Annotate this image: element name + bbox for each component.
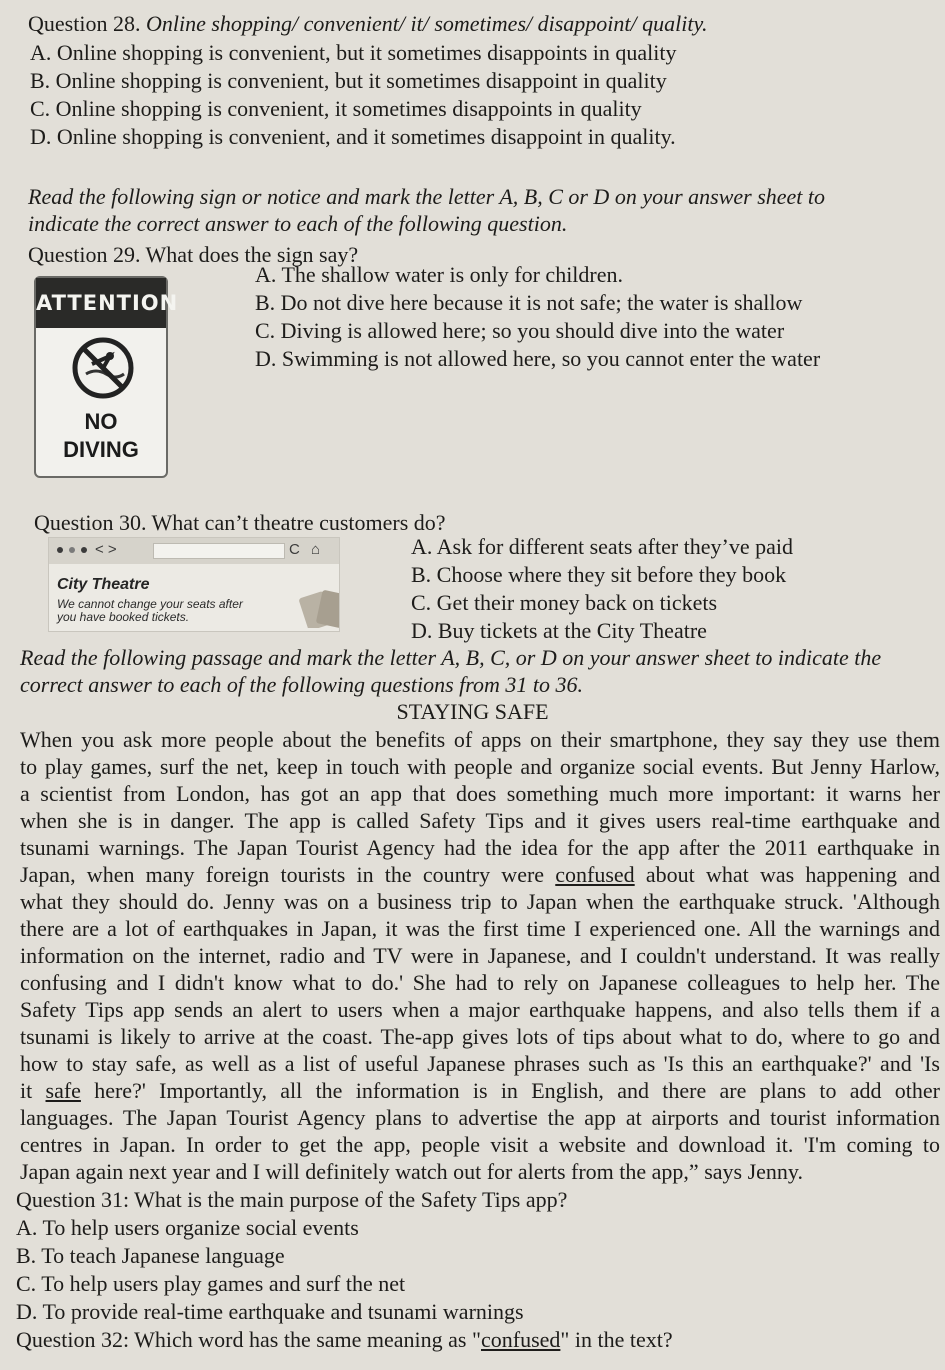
passage-text: here?' Importantly, all the information is in English, and there are plans to add other	[80, 1078, 940, 1103]
passage-line: what they should do. Jenny was on a business trip to Japan when the earthquake struck. 'Although	[20, 889, 940, 914]
home-icon: ⌂	[311, 541, 321, 558]
q28-prompt	[28, 11, 708, 37]
passage-line: confusing and I didn't know what to do.' She had to rely on Japanese colleagues to help her. The	[20, 970, 940, 995]
no-diving-icon	[66, 334, 140, 402]
q30-option-b: B. Choose where they sit before they book	[411, 562, 787, 587]
q28-option-c: C. Online shopping is convenient, it sometimes disappoints in quality	[30, 96, 642, 121]
passage-line: tsunami warnings. The Japan Tourist Agency had the idea for the app after the 2011 earthquake in	[20, 835, 940, 860]
sign-line-diving: DIVING	[63, 437, 139, 462]
underlined-word-safe: safe	[45, 1078, 81, 1103]
q32-text: Question 32: Which word has the same meaning as "	[16, 1327, 481, 1352]
q29-option-d: D. Swimming is not allowed here, so you cannot enter the water	[255, 346, 821, 371]
window-dot-icon	[81, 547, 87, 553]
address-bar	[153, 543, 285, 559]
q29-option-c: C. Diving is allowed here; so you should dive into the water	[255, 318, 785, 343]
q29-option-a: A. The shallow water is only for children.	[255, 262, 624, 287]
window-dot-icon	[69, 547, 75, 553]
q31-option-b: B. To teach Japanese language	[16, 1243, 285, 1268]
q30-option-a: A. Ask for different seats after they’ve paid	[411, 534, 794, 559]
passage-line: Safety Tips app sends an alert to users when a major earthquake happens, and also tells them if a	[20, 997, 940, 1022]
q28-option-d: D. Online shopping is convenient, and it sometimes disappoint in quality.	[30, 124, 676, 149]
instructions-passage-line1: Read the following passage and mark the letter A, B, C, or D on your answer sheet to indicate the	[20, 645, 882, 670]
tickets-icon	[299, 588, 340, 628]
instructions-passage-line2: correct answer to each of the following questions from 31 to 36.	[20, 672, 583, 697]
q31-option-c: C. To help users play games and surf the net	[16, 1271, 406, 1296]
browser-toolbar	[49, 538, 339, 564]
q31-prompt: Question 31: What is the main purpose of the Safety Tips app?	[16, 1187, 568, 1212]
q28-cues: Online shopping/ convenient/ it/ sometimes/ disappoint/ quality.	[145, 11, 708, 36]
passage-line: centres in Japan. In order to get the app, people visit a website and download it. 'I'm coming to	[20, 1132, 940, 1157]
passage-line: to play games, surf the net, keep in touch with people and organize social events. But Jenny Harlow,	[20, 754, 940, 779]
q32-underlined-word: confused	[480, 1327, 561, 1352]
sign-header: ATTENTION	[36, 278, 166, 328]
sign-line-no: NO	[84, 409, 118, 434]
q28-option-a: A. Online shopping is convenient, but it sometimes disappoints in quality	[30, 40, 677, 65]
q30-option-c: C. Get their money back on tickets	[411, 590, 718, 615]
passage-text: it	[20, 1078, 46, 1103]
q32-prompt	[16, 1327, 673, 1353]
theatre-note-line2: you have booked tickets.	[57, 610, 190, 624]
passage-line: a scientist from London, has got an app that does something much more important: it warns her	[20, 781, 940, 806]
passage-line: tsunami is likely to arrive at the coast. The-app gives lots of tips about what to do, where to go and	[20, 1024, 940, 1049]
passage-line: When you ask more people about the benefits of apps on their smartphone, they say they use them	[20, 727, 940, 752]
passage-title: STAYING SAFE	[396, 699, 549, 724]
instructions-signs-line2: indicate the correct answer to each of the following question.	[28, 211, 568, 236]
no-diving-sign	[34, 276, 179, 478]
q29-prompt: Question 29. What does the sign say?	[28, 242, 359, 267]
passage-line: languages. The Japan Tourist Agency plans to advertise the app at airports and tourist information	[20, 1105, 940, 1130]
passage-text: Japan, when many foreign tourists in the country were	[20, 862, 556, 887]
underlined-word-confused: confused	[555, 862, 635, 887]
theatre-title: City Theatre	[57, 576, 150, 593]
q31-option-d: D. To provide real-time earthquake and tsunami warnings	[16, 1299, 524, 1324]
passage-text: about what was happening and	[634, 862, 940, 887]
q32-text: " in the text?	[560, 1327, 673, 1352]
q28-option-b: B. Online shopping is convenient, but it sometimes disappoint in quality	[30, 68, 667, 93]
passage-line	[20, 862, 940, 888]
passage-line: information on the internet, radio and TV were in Japanese, and I couldn't understand. It was really	[20, 943, 940, 968]
window-dot-icon	[57, 547, 63, 553]
passage-line: how to stay safe, as well as a list of useful Japanese phrases such as 'Is this an earthquake?' and 'Is	[20, 1051, 940, 1076]
q30-prompt: Question 30. What can’t theatre customers do?	[34, 510, 446, 535]
passage-line: Japan again next year and I will definitely watch out for alerts from the app,” says Jenny.	[20, 1159, 803, 1184]
theatre-note-line1: We cannot change your seats after	[57, 597, 243, 611]
passage-line	[20, 1078, 940, 1104]
back-forward-icon: < >	[95, 541, 117, 558]
passage-line: there are a lot of earthquakes in Japan, it was the first time I experienced one. All the warnings and	[20, 916, 940, 941]
theatre-web-page-thumbnail	[48, 537, 340, 632]
q31-option-a: A. To help users organize social events	[16, 1215, 359, 1240]
q29-option-b: B. Do not dive here because it is not safe; the water is shallow	[255, 290, 803, 315]
instructions-signs-line1: Read the following sign or notice and mark the letter A, B, C or D on your answer sheet to	[28, 184, 826, 209]
reload-icon: C	[289, 541, 300, 558]
passage-line: when she is in danger. The app is called Safety Tips and it gives users real-time earthquake and	[20, 808, 940, 833]
q28-label: Question 28.	[28, 11, 141, 36]
q30-option-d: D. Buy tickets at the City Theatre	[411, 618, 707, 643]
